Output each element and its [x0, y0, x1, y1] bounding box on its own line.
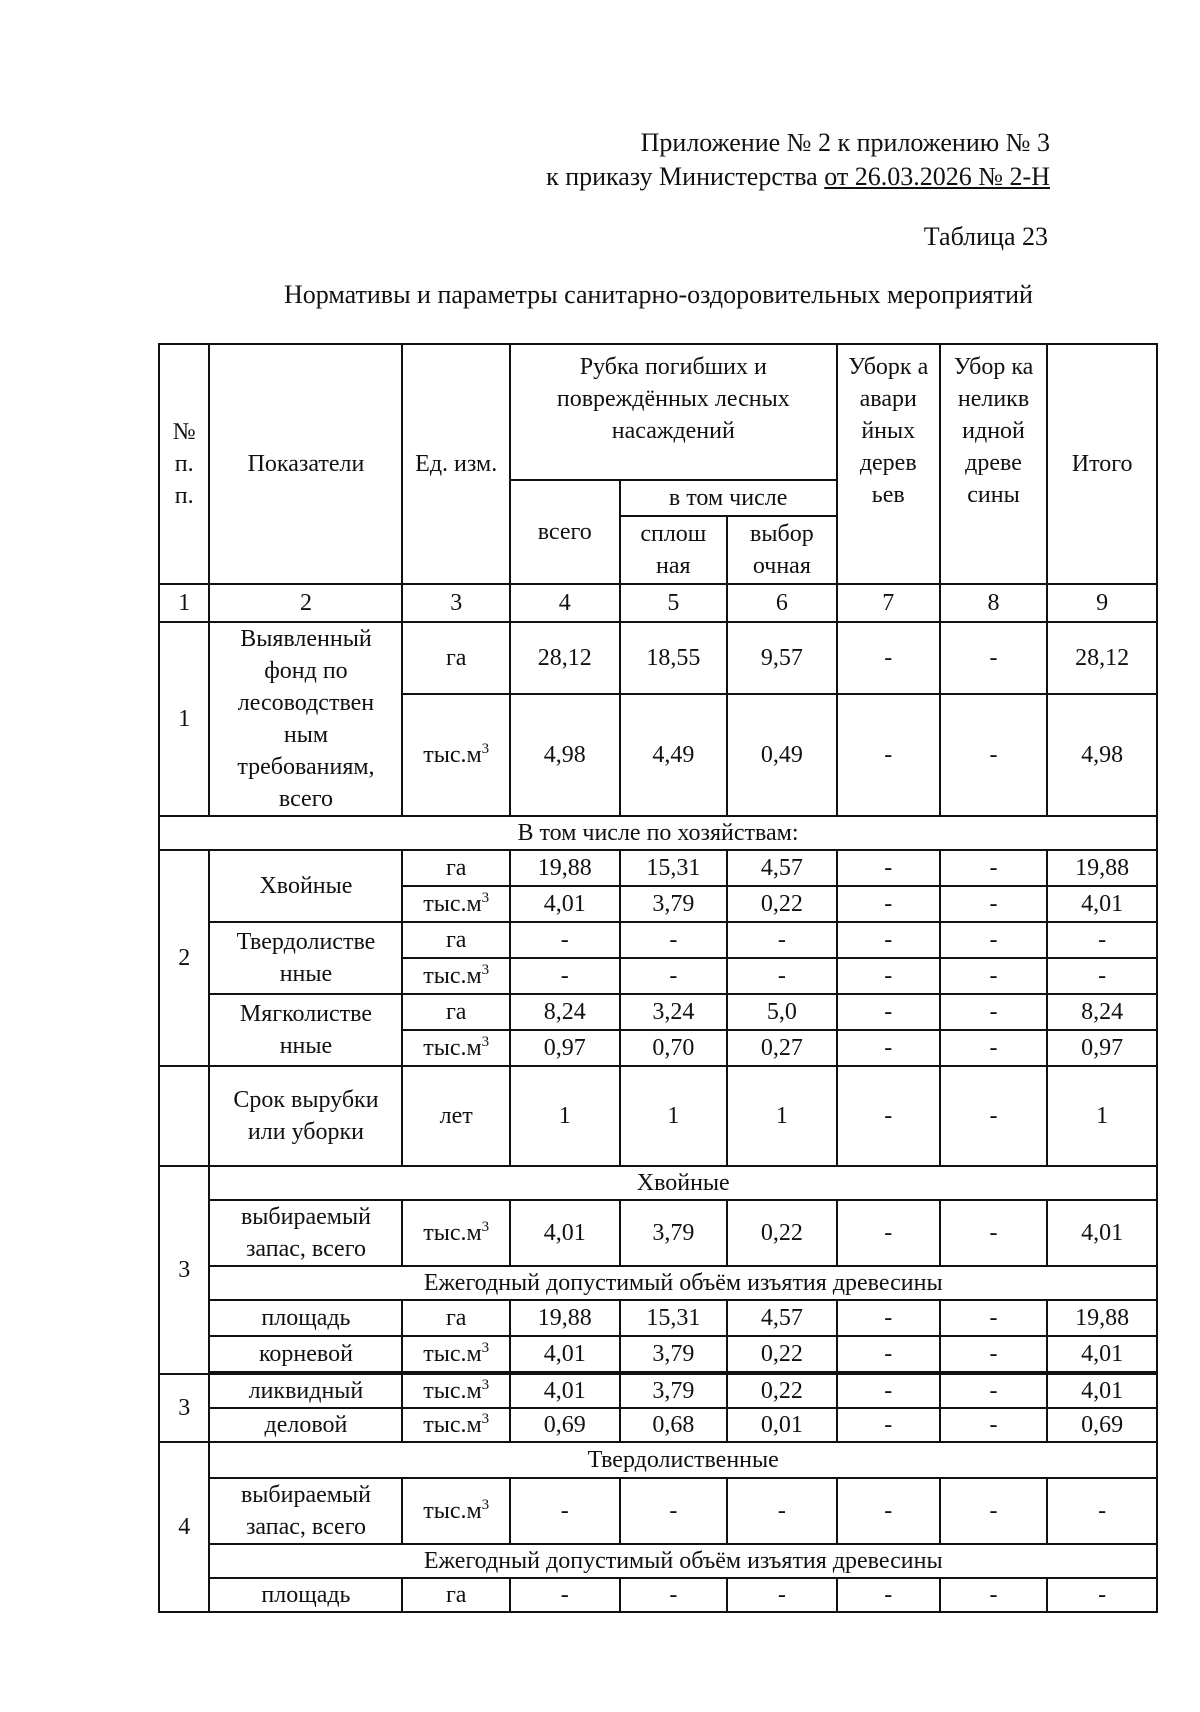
value-cell: 4,01 — [1047, 1374, 1157, 1408]
value-cell: - — [1047, 922, 1157, 958]
col-head-emergency: Уборк а авари йных дерев ьев — [837, 344, 940, 584]
value-cell: - — [940, 1300, 1047, 1336]
order-prefix: к приказу Министерства — [546, 162, 825, 191]
value-cell: - — [1047, 958, 1157, 994]
value-cell: - — [727, 1578, 837, 1612]
value-cell: 0,22 — [727, 1200, 837, 1266]
value-cell: - — [940, 622, 1047, 694]
annual-volume-title: Ежегодный допустимый объём изъятия древесины — [209, 1544, 1157, 1578]
col-head-unit: Ед. изм. — [402, 344, 509, 584]
col-number: 9 — [1047, 584, 1157, 622]
unit-text: тыс.м — [423, 1220, 482, 1246]
value-cell: - — [727, 1478, 837, 1544]
value-cell: - — [837, 886, 940, 922]
unit-text: тыс.м — [423, 1035, 482, 1061]
row-label: площадь — [209, 1578, 402, 1612]
row-label: Твердолистве нные — [209, 922, 402, 994]
value-cell: 4,01 — [510, 1200, 620, 1266]
table-row — [159, 1578, 1157, 1612]
value-cell: 4,01 — [1047, 886, 1157, 922]
value-cell: 0,68 — [620, 1408, 727, 1442]
col-head-including: в том числе — [620, 480, 837, 516]
table-row — [159, 1200, 1157, 1266]
value-cell: - — [837, 622, 940, 694]
value-cell: - — [620, 958, 727, 994]
value-cell: - — [940, 850, 1047, 886]
value-cell: 3,24 — [620, 994, 727, 1030]
value-cell: 15,31 — [620, 850, 727, 886]
col-head-illiquid: Убор ка неликв идной древе сины — [940, 344, 1047, 584]
table-row — [159, 850, 1157, 886]
row-label: Хвойные — [209, 850, 402, 922]
value-cell: 3,79 — [620, 1200, 727, 1266]
value-cell: - — [940, 694, 1047, 816]
unit-cell — [402, 1478, 509, 1544]
value-cell: 0,69 — [510, 1408, 620, 1442]
annual-volume-title: Ежегодный допустимый объём изъятия древесины — [209, 1266, 1157, 1300]
value-cell: - — [940, 1336, 1047, 1372]
value-cell: - — [940, 958, 1047, 994]
value-cell: - — [940, 1374, 1047, 1408]
table-row — [159, 994, 1157, 1030]
table-row — [159, 1336, 1157, 1372]
value-cell: 19,88 — [1047, 1300, 1157, 1336]
value-cell: - — [837, 994, 940, 1030]
value-cell: 4,01 — [510, 886, 620, 922]
value-cell: 19,88 — [510, 850, 620, 886]
row-number: 2 — [159, 850, 209, 1066]
appendix-line: Приложение № 2 к приложению № 3 — [640, 128, 1050, 157]
unit-sup: 3 — [481, 1497, 490, 1513]
col-number: 5 — [620, 584, 727, 622]
col-number: 1 — [159, 584, 209, 622]
value-cell: 9,57 — [727, 622, 837, 694]
row-number: 1 — [159, 622, 209, 816]
unit-text: тыс.м — [423, 1378, 482, 1404]
col-number: 6 — [727, 584, 837, 622]
table-number: Таблица 23 — [923, 222, 1048, 251]
value-cell: - — [727, 958, 837, 994]
value-cell: 8,24 — [1047, 994, 1157, 1030]
value-cell: - — [837, 1408, 940, 1442]
value-cell: 1 — [620, 1066, 727, 1166]
unit-cell — [402, 886, 509, 922]
value-cell: - — [837, 1478, 940, 1544]
value-cell: 3,79 — [620, 1336, 727, 1372]
value-cell: - — [940, 1066, 1047, 1166]
row-label: площадь — [209, 1300, 402, 1336]
value-cell: - — [940, 1478, 1047, 1544]
value-cell: - — [620, 1478, 727, 1544]
unit-cell: га — [402, 850, 509, 886]
value-cell: 4,01 — [510, 1374, 620, 1408]
value-cell: - — [510, 922, 620, 958]
value-cell: 0,69 — [1047, 1408, 1157, 1442]
value-cell: 0,97 — [510, 1030, 620, 1066]
table-row — [159, 1300, 1157, 1336]
value-cell: - — [940, 922, 1047, 958]
value-cell: - — [837, 1066, 940, 1166]
value-cell: - — [837, 1374, 940, 1408]
col-head-felling: Рубка погибших и повреждённых лесных насаждений — [510, 344, 837, 480]
value-cell: - — [837, 958, 940, 994]
value-cell: - — [940, 994, 1047, 1030]
unit-cell: га — [402, 622, 509, 694]
value-cell: 28,12 — [510, 622, 620, 694]
value-cell: - — [837, 1030, 940, 1066]
unit-cell: лет — [402, 1066, 509, 1166]
value-cell: 1 — [1047, 1066, 1157, 1166]
value-cell: 0,97 — [1047, 1030, 1157, 1066]
value-cell: - — [837, 1200, 940, 1266]
col-head-total: Итого — [1047, 344, 1157, 584]
value-cell: 3,79 — [620, 1374, 727, 1408]
value-cell: 0,01 — [727, 1408, 837, 1442]
value-cell: 3,79 — [620, 886, 727, 922]
unit-cell: га — [402, 922, 509, 958]
unit-sup: 3 — [481, 962, 490, 978]
unit-sup: 3 — [481, 1034, 490, 1050]
value-cell: 4,57 — [727, 850, 837, 886]
value-cell: - — [620, 922, 727, 958]
value-cell: 4,01 — [510, 1336, 620, 1372]
unit-text: тыс.м — [423, 742, 482, 768]
unit-text: тыс.м — [423, 891, 482, 917]
value-cell: 4,01 — [1047, 1200, 1157, 1266]
unit-cell — [402, 958, 509, 994]
value-cell: - — [940, 1408, 1047, 1442]
farms-section-title: В том числе по хозяйствам: — [159, 816, 1157, 850]
unit-cell — [402, 1374, 509, 1408]
unit-sup: 3 — [481, 1219, 490, 1235]
row-number: 3 — [159, 1166, 209, 1374]
value-cell: 4,49 — [620, 694, 727, 816]
row-label: выбираемый запас, всего — [209, 1478, 402, 1544]
value-cell: 0,49 — [727, 694, 837, 816]
table-row — [159, 1408, 1157, 1442]
row-number: 4 — [159, 1442, 209, 1612]
row-number: 3 — [159, 1374, 209, 1442]
col-number: 7 — [837, 584, 940, 622]
value-cell: 1 — [510, 1066, 620, 1166]
value-cell: - — [620, 1578, 727, 1612]
value-cell: 4,57 — [727, 1300, 837, 1336]
unit-cell — [402, 1030, 509, 1066]
unit-sup: 3 — [481, 890, 490, 906]
standards-table — [158, 343, 1158, 1613]
table-row — [159, 922, 1157, 958]
value-cell: 19,88 — [510, 1300, 620, 1336]
value-cell: 18,55 — [620, 622, 727, 694]
value-cell: 19,88 — [1047, 850, 1157, 886]
page-title: Нормативы и параметры санитарно-оздоровительных мероприятий — [284, 280, 1033, 309]
value-cell: - — [837, 850, 940, 886]
col-head-indicators: Показатели — [209, 344, 402, 584]
value-cell: - — [837, 1578, 940, 1612]
unit-cell: га — [402, 1300, 509, 1336]
order-date: от 26.03.2026 № 2-Н — [824, 162, 1050, 191]
unit-cell — [402, 694, 509, 816]
value-cell: 5,0 — [727, 994, 837, 1030]
row-label: выбираемый запас, всего — [209, 1200, 402, 1266]
unit-cell: га — [402, 1578, 509, 1612]
section-title-coniferous: Хвойные — [209, 1166, 1157, 1200]
value-cell: 28,12 — [1047, 622, 1157, 694]
row-label: деловой — [209, 1408, 402, 1442]
value-cell: 8,24 — [510, 994, 620, 1030]
unit-sup: 3 — [481, 1340, 490, 1356]
col-number: 2 — [209, 584, 402, 622]
unit-text: тыс.м — [423, 1412, 482, 1438]
col-head-all: всего — [510, 480, 620, 584]
col-head-selective: выбор очная — [727, 516, 837, 584]
value-cell: - — [837, 1300, 940, 1336]
row-label: Срок вырубки или уборки — [209, 1066, 402, 1166]
value-cell: - — [1047, 1578, 1157, 1612]
col-head-clear: сплош ная — [620, 516, 727, 584]
value-cell: - — [510, 958, 620, 994]
unit-cell: га — [402, 994, 509, 1030]
row-label: корневой — [209, 1336, 402, 1372]
value-cell: - — [940, 1030, 1047, 1066]
value-cell: 4,98 — [1047, 694, 1157, 816]
value-cell: 0,27 — [727, 1030, 837, 1066]
unit-text: тыс.м — [423, 1498, 482, 1524]
order-line — [546, 160, 1050, 194]
value-cell: 0,22 — [727, 1374, 837, 1408]
value-cell: - — [727, 922, 837, 958]
value-cell: 4,01 — [1047, 1336, 1157, 1372]
table-row — [159, 1374, 1157, 1408]
col-head-num: № п. п. — [159, 344, 209, 584]
value-cell: - — [940, 886, 1047, 922]
value-cell: - — [837, 1336, 940, 1372]
value-cell: - — [940, 1578, 1047, 1612]
value-cell: 0,22 — [727, 1336, 837, 1372]
col-number: 8 — [940, 584, 1047, 622]
unit-text: тыс.м — [423, 963, 482, 989]
unit-cell — [402, 1408, 509, 1442]
table-row — [159, 622, 1157, 694]
value-cell: 0,22 — [727, 886, 837, 922]
table-row — [159, 1478, 1157, 1544]
value-cell: - — [510, 1478, 620, 1544]
value-cell: - — [510, 1578, 620, 1612]
unit-cell — [402, 1200, 509, 1266]
value-cell: - — [837, 694, 940, 816]
unit-text: тыс.м — [423, 1341, 482, 1367]
value-cell: 1 — [727, 1066, 837, 1166]
value-cell: 15,31 — [620, 1300, 727, 1336]
row-label: Мягколистве нные — [209, 994, 402, 1066]
col-number: 3 — [402, 584, 509, 622]
row-label: ликвидный — [209, 1374, 402, 1408]
value-cell: - — [1047, 1478, 1157, 1544]
unit-sup: 3 — [481, 1411, 490, 1427]
table-row — [159, 1066, 1157, 1166]
section-title-hardwood: Твердолиственные — [209, 1442, 1157, 1478]
col-number: 4 — [510, 584, 620, 622]
value-cell: - — [837, 922, 940, 958]
row-number — [159, 1066, 209, 1166]
value-cell: 0,70 — [620, 1030, 727, 1066]
value-cell: - — [940, 1200, 1047, 1266]
unit-sup: 3 — [481, 741, 490, 757]
unit-sup: 3 — [481, 1377, 490, 1393]
unit-cell — [402, 1336, 509, 1372]
value-cell: 4,98 — [510, 694, 620, 816]
row-label: Выявленный фонд по лесоводствен ным требованиям, всего — [209, 622, 402, 816]
col-number-row — [159, 584, 1157, 622]
